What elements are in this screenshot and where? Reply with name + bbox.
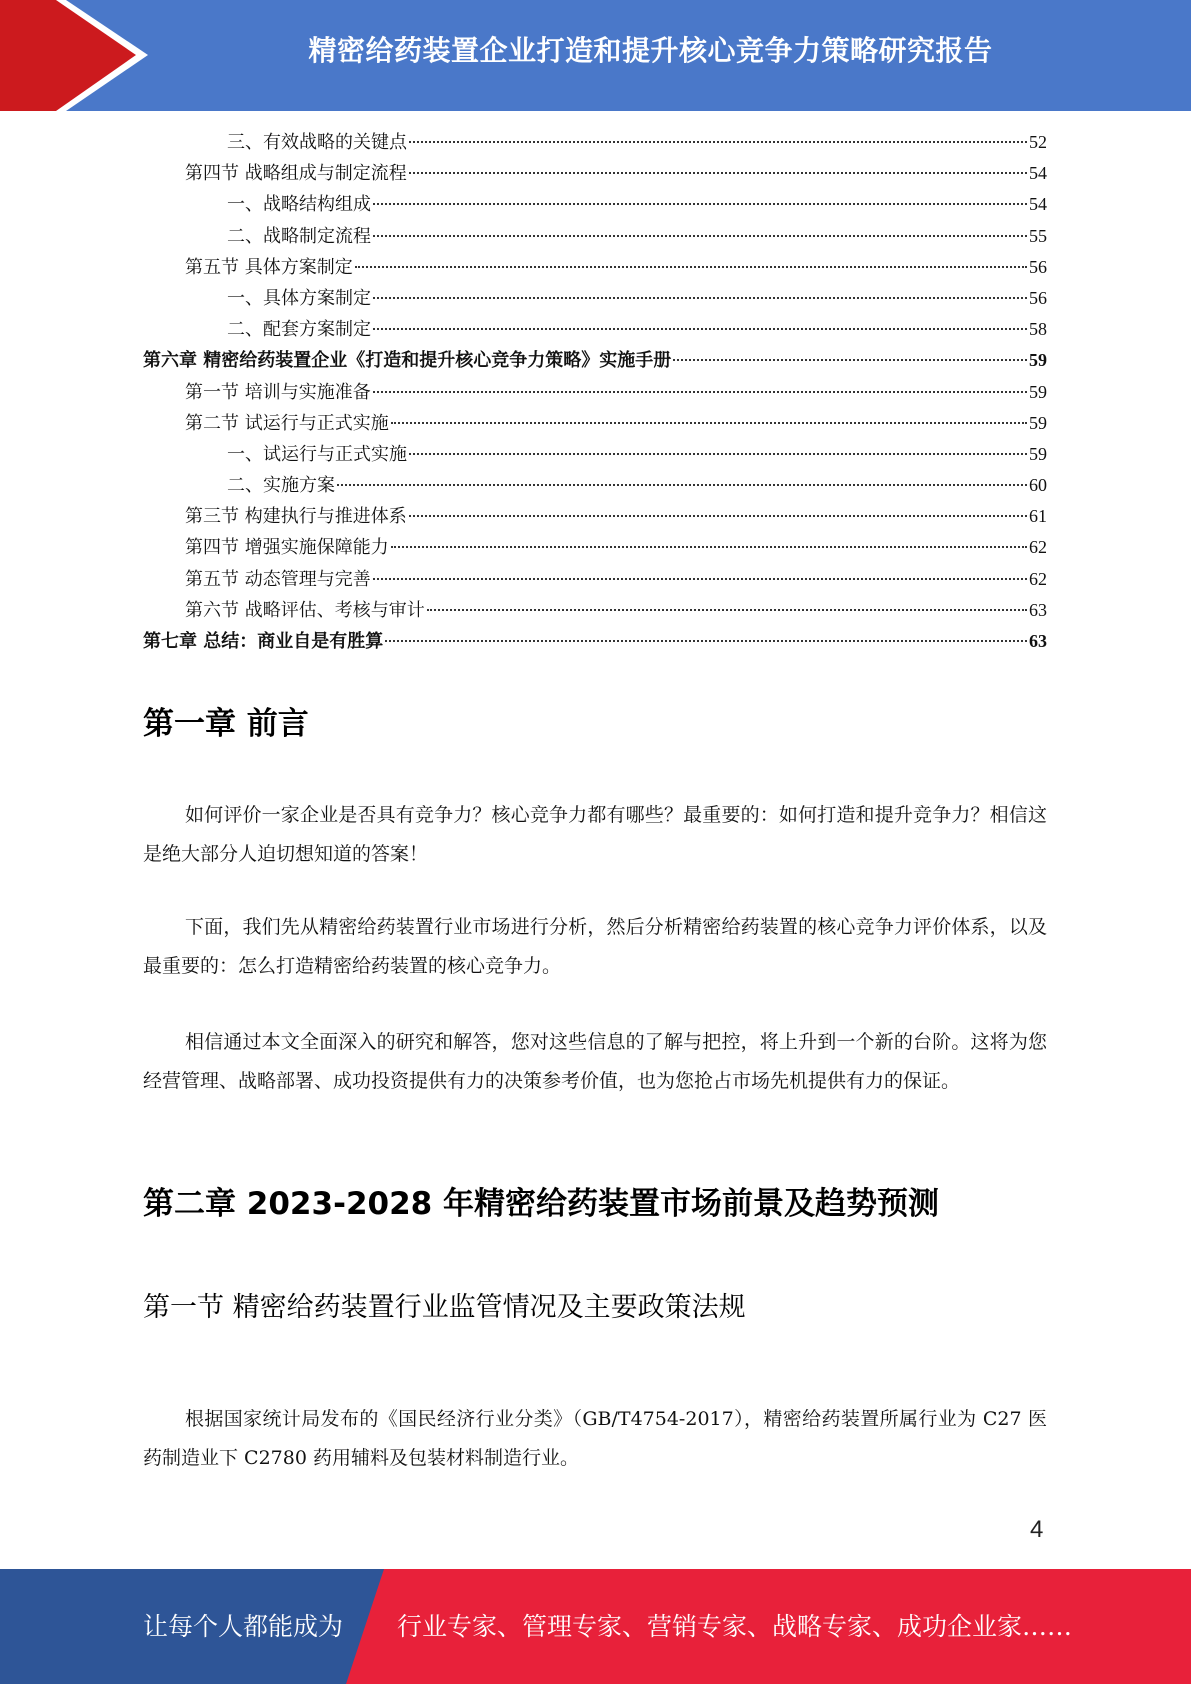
toc-entry[interactable] [143, 377, 1047, 408]
toc-entry[interactable] [143, 189, 1047, 220]
toc-dot-leader [391, 422, 1027, 424]
toc-entry-label: 三、有效战略的关键点 [227, 132, 407, 153]
toc-entry-label: 一、战略结构组成 [227, 194, 371, 216]
toc-dot-leader [409, 515, 1027, 517]
toc-entry[interactable] [143, 439, 1047, 470]
footer-slogan-right: 行业专家、管理专家、营销专家、战略专家、成功企业家…… [397, 1612, 1073, 1641]
toc-entry-page: 55 [1029, 225, 1047, 246]
toc-entry-label: 第一节 培训与实施准备 [185, 381, 371, 403]
toc-dot-leader [337, 484, 1027, 486]
toc-entry-label: 第七章 总结：商业自是有胜算 [143, 631, 384, 652]
toc-entry-page: 54 [1029, 163, 1047, 184]
toc-entry-page: 56 [1029, 287, 1047, 308]
toc-entry[interactable] [143, 314, 1047, 345]
toc-entry-page: 59 [1029, 412, 1047, 433]
toc-entry-page: 62 [1029, 537, 1047, 558]
toc-entry-page: 59 [1029, 443, 1047, 464]
toc-entry-label: 第三节 构建执行与推进体系 [185, 506, 407, 528]
chapter-1-heading: 第一章 前言 [143, 706, 309, 742]
toc-entry-page: 54 [1029, 194, 1047, 215]
toc-entry[interactable] [143, 158, 1047, 189]
footer-slogan-left: 让每个人都能成为 [143, 1612, 344, 1641]
chapter-2-heading: 第二章 2023-2028 年精密给药装置市场前景及趋势预测 [143, 1186, 940, 1222]
toc-entry[interactable] [143, 470, 1047, 501]
toc-dot-leader [409, 141, 1027, 143]
toc-entry[interactable] [143, 283, 1047, 314]
toc-entry-page: 56 [1029, 256, 1047, 277]
toc-entry-label: 第六节 战略评估、考核与审计 [185, 599, 425, 621]
toc-entry-label: 二、战略制定流程 [227, 225, 371, 247]
toc-dot-leader [385, 640, 1027, 642]
toc-entry[interactable] [143, 595, 1047, 626]
toc-dot-leader [373, 391, 1027, 393]
page-number: 4 [1030, 1516, 1044, 1543]
toc-entry-page: 60 [1029, 475, 1047, 496]
chapter-2-paragraph: 根据国家统计局发布的《国民经济行业分类》（GB/T4754-2017），精密给药装置所属行业为 C27 医药制造业下 C2780 药用辅料及包装材料制造行业。 [143, 1408, 1047, 1469]
toc-entry[interactable] [143, 345, 1047, 376]
toc-entry[interactable] [143, 532, 1047, 563]
toc-dot-leader [409, 453, 1027, 455]
toc-entry-label: 二、实施方案 [227, 475, 335, 497]
toc-entry[interactable] [143, 408, 1047, 439]
toc-entry[interactable] [143, 501, 1047, 532]
toc-entry-page: 59 [1029, 381, 1047, 402]
chapter-1-paragraph-1: 如何评价一家企业是否具有竞争力？核心竞争力都有哪些？最重要的：如何打造和提升竞争力？相信这是绝大部分人迫切想知道的答案！ [143, 804, 1047, 865]
toc-entry[interactable] [143, 626, 1047, 657]
toc-entry-page: 59 [1029, 350, 1047, 371]
toc-entry[interactable] [143, 127, 1047, 158]
header-band [0, 0, 1191, 111]
toc-dot-leader [355, 266, 1027, 268]
toc-entry[interactable] [143, 221, 1047, 252]
toc-dot-leader [373, 297, 1027, 299]
section-1-heading: 第一节 精密给药装置行业监管情况及主要政策法规 [143, 1292, 746, 1323]
toc-dot-leader [391, 546, 1027, 548]
report-title: 精密给药装置企业打造和提升核心竞争力策略研究报告 [308, 34, 993, 67]
toc-entry-label: 第六章 精密给药装置企业《打造和提升核心竞争力策略》实施手册 [143, 350, 672, 372]
table-of-contents [143, 127, 1047, 657]
chapter-1-paragraph-3: 相信通过本文全面深入的研究和解答，您对这些信息的了解与把控，将上升到一个新的台阶。这将为您经营管理、战略部署、成功投资提供有力的决策参考价值，也为您抢占市场先机提供有力的保证。 [143, 1031, 1047, 1092]
toc-dot-leader [373, 578, 1027, 580]
chapter-1-paragraph-2: 下面，我们先从精密给药装置行业市场进行分析，然后分析精密给药装置的核心竞争力评价体系，以及最重要的：怎么打造精密给药装置的核心竞争力。 [143, 916, 1047, 977]
toc-entry-label: 一、具体方案制定 [227, 287, 371, 309]
toc-entry-page: 62 [1029, 568, 1047, 589]
toc-entry-label: 第五节 具体方案制定 [185, 256, 353, 278]
toc-entry-page: 52 [1029, 132, 1047, 152]
toc-entry-label: 一、试运行与正式实施 [227, 443, 407, 465]
toc-dot-leader [673, 359, 1027, 361]
toc-dot-leader [373, 203, 1027, 205]
toc-entry-page: 61 [1029, 506, 1047, 527]
toc-entry-page: 63 [1029, 631, 1047, 651]
toc-entry-label: 第五节 动态管理与完善 [185, 568, 371, 590]
toc-entry-page: 58 [1029, 319, 1047, 340]
toc-entry-label: 第二节 试运行与正式实施 [185, 412, 389, 434]
toc-entry-label: 第四节 增强实施保障能力 [185, 537, 389, 559]
footer-band [0, 1569, 1191, 1684]
header-arrow-decoration [0, 0, 160, 111]
toc-dot-leader [373, 328, 1027, 330]
toc-dot-leader [373, 235, 1027, 237]
toc-entry-label: 第四节 战略组成与制定流程 [185, 163, 407, 185]
toc-entry[interactable] [143, 252, 1047, 283]
toc-dot-leader [409, 172, 1027, 174]
toc-entry-page: 63 [1029, 599, 1047, 620]
toc-dot-leader [427, 609, 1027, 611]
toc-entry[interactable] [143, 564, 1047, 595]
toc-entry-label: 二、配套方案制定 [227, 319, 371, 341]
